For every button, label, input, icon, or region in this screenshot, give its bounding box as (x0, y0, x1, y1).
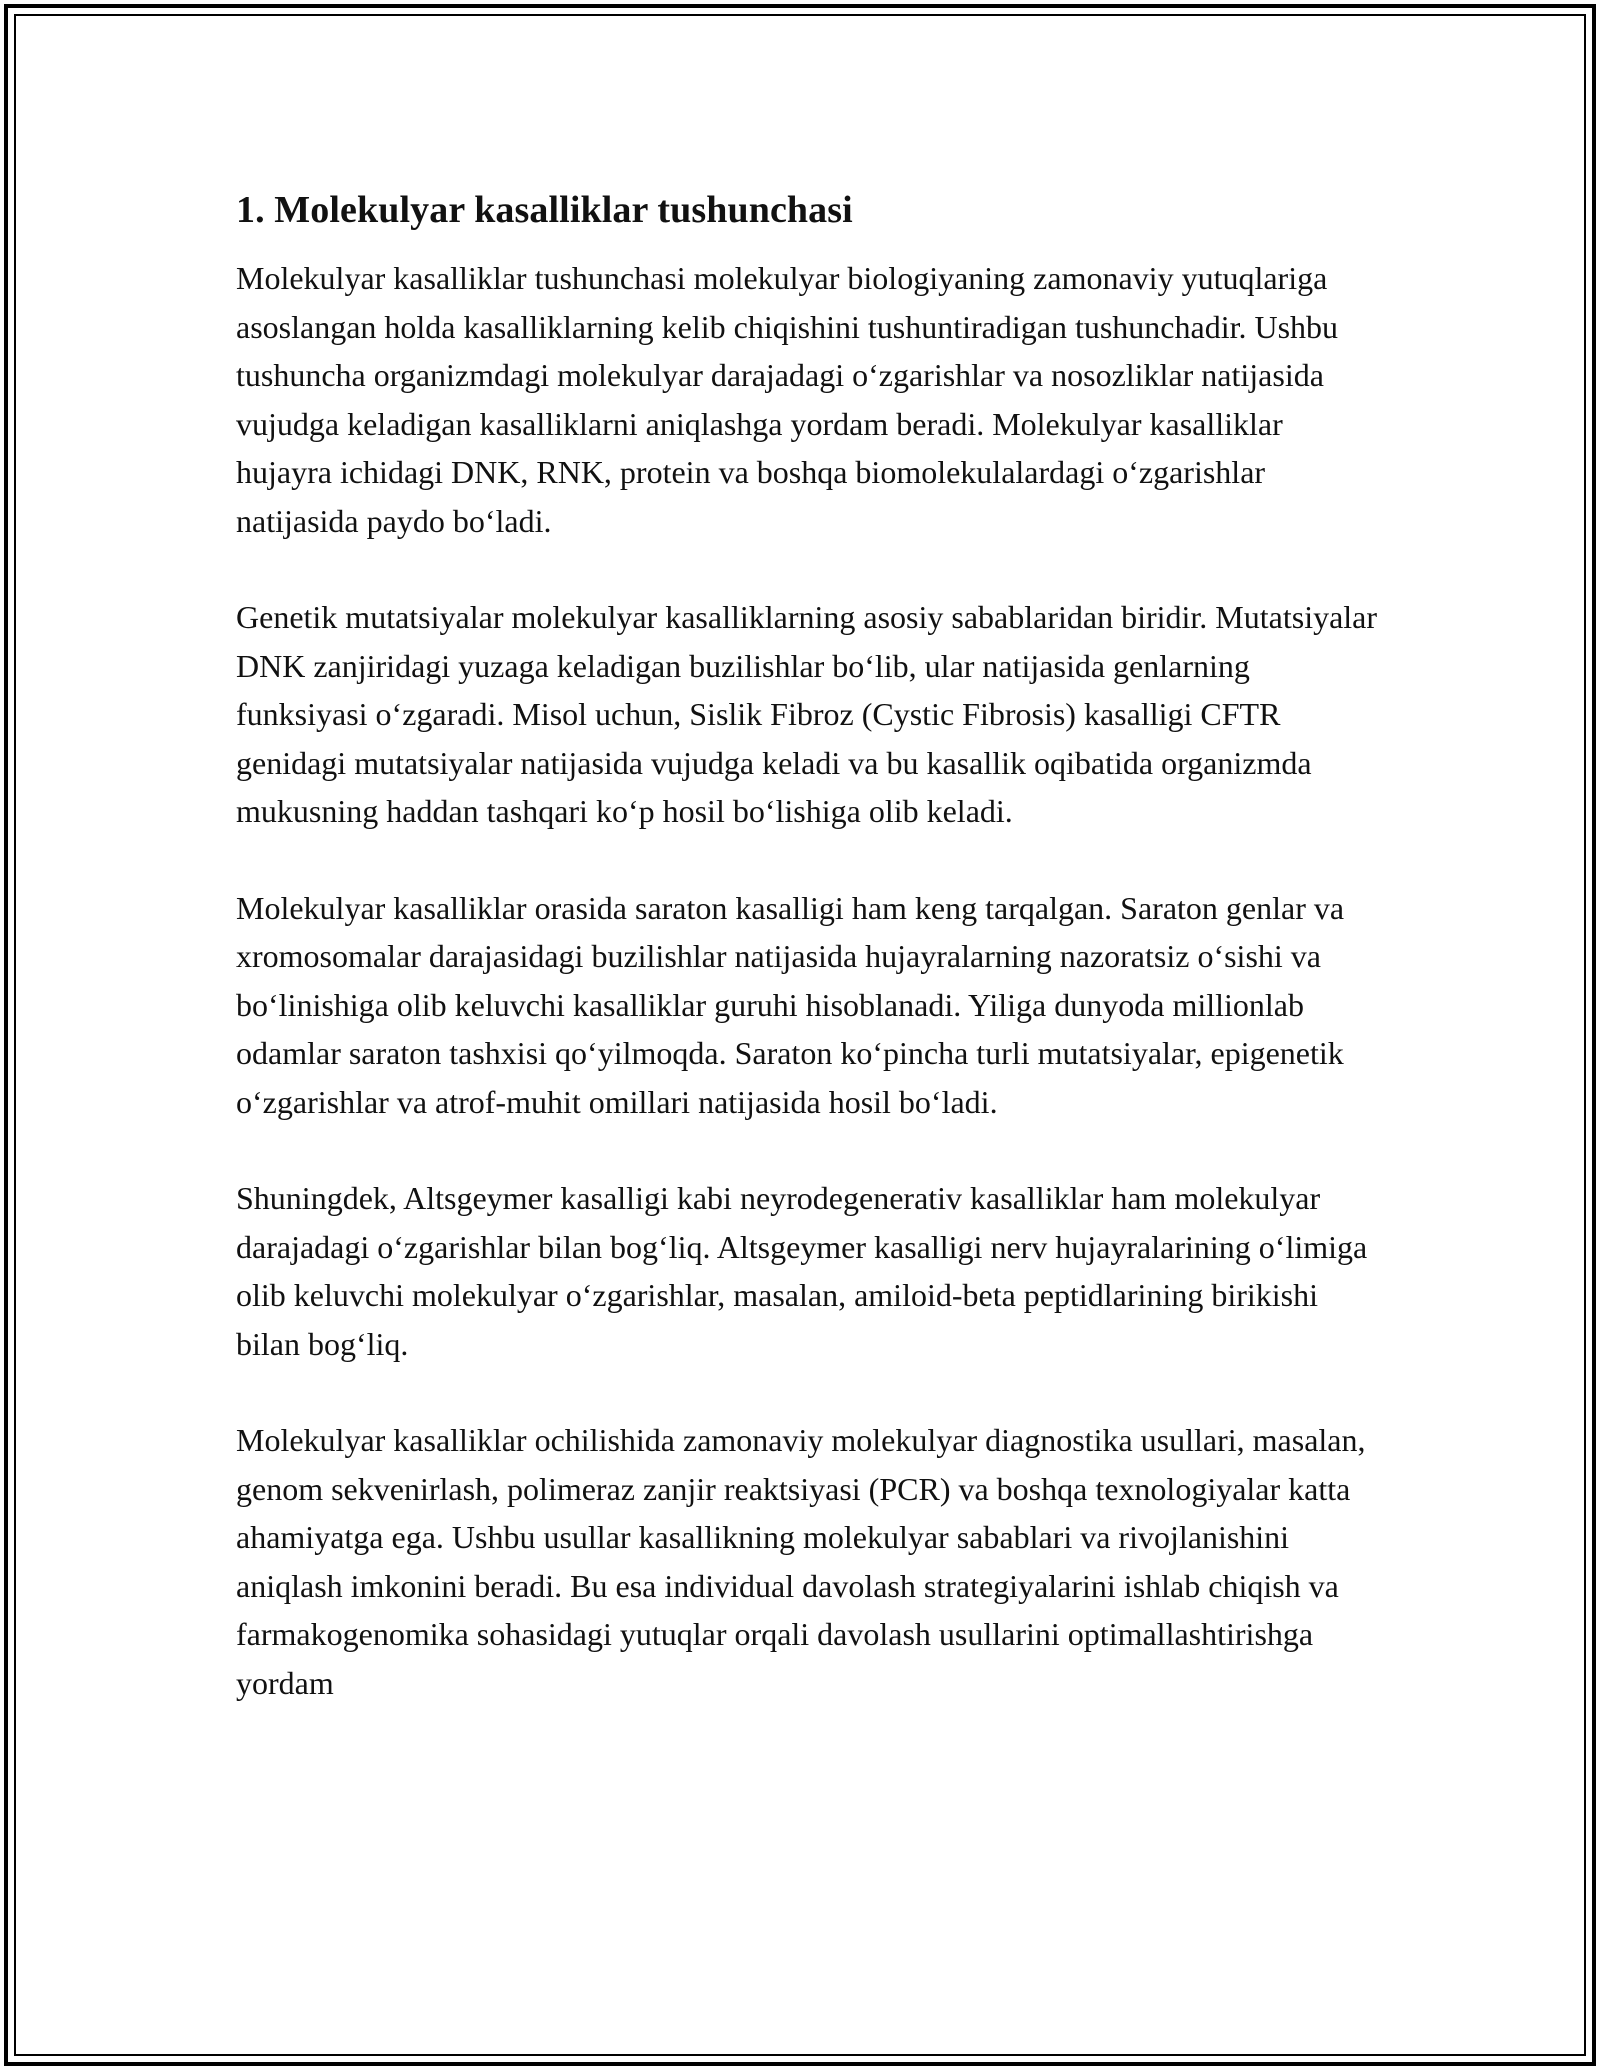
paragraph-4: Shuningdek, Altsgeymer kasalligi kabi neyrodegenerativ kasalliklar ham molekulyar darajadagi o‘zgarishlar bilan bog‘liq. Altsgeymer kasalligi nerv hujayralarining o‘limiga olib keluvchi molekulyar o‘zgarishlar, masalan, amiloid-beta peptidlarining birikishi bilan bog‘liq. (236, 1180, 1368, 1362)
paragraph-1: Molekulyar kasalliklar tushunchasi molekulyar biologiyaning zamonaviy yutuqlariga asoslangan holda kasalliklarning kelib chiqishini tushuntiradigan tushunchadir. Ushbu tushuncha organizmdagi molekulyar darajadagi o‘zgarishlar va nosozliklar natijasida vujudga keladigan kasalliklarni aniqlashga yordam beradi. Molekulyar kasalliklar hujayra ichidagi DNK, RNK, protein va boshqa biomolekulalardagi o‘zgarishlar natijasida paydo bo‘ladi. (236, 260, 1339, 539)
paragraph-3: Molekulyar kasalliklar orasida saraton kasalligi ham keng tarqalgan. Saraton genlar va xromosomalar darajasidagi buzilishlar natijasida hujayralarning nazoratsiz o‘sishi va bo‘linishiga olib keluvchi kasalliklar guruhi hisoblanadi. Yiliga dunyoda millionlab odamlar saraton tashxisi qo‘yilmoqda. Saraton ko‘pincha turli mutatsiyalar, epigenetik o‘zgarishlar va atrof-muhit omillari natijasida hosil bo‘ladi. (236, 889, 1345, 1120)
paragraph-5: Molekulyar kasalliklar ochilishida zamonaviy molekulyar diagnostika usullari, masalan, genom sekvenirlash, polimeraz zanjir reaktsiyasi (PCR) va boshqa texnologiyalar katta ahamiyatga ega. Ushbu usullar kasallikning molekulyar sabablari va rivojlanishini aniqlash imkonini beradi. Bu esa individual davolash strategiyalarini ishlab chiqish va farmakogenomika sohasidagi yutuqlar orqali davolash usullarini optimallashtirishga yordam (236, 1422, 1366, 1701)
paragraph-2: Genetik mutatsiyalar molekulyar kasalliklarning asosiy sabablaridan biridir. Mutatsiyalar DNK zanjiridagi yuzaga keladigan buzilishlar bo‘lib, ular natijasida genlarning funksiyasi o‘zgaradi. Misol uchun, Sislik Fibroz (Cystic Fibrosis) kasalligi CFTR genidagi mutatsiyalar natijasida vujudga keladi va bu kasallik oqibatida organizmda mukusning haddan tashqari ko‘p hosil bo‘lishiga olib keladi. (236, 599, 1378, 829)
section-heading: 1. Molekulyar kasalliklar tushunchasi (236, 189, 853, 231)
document-body (236, 186, 1386, 1755)
